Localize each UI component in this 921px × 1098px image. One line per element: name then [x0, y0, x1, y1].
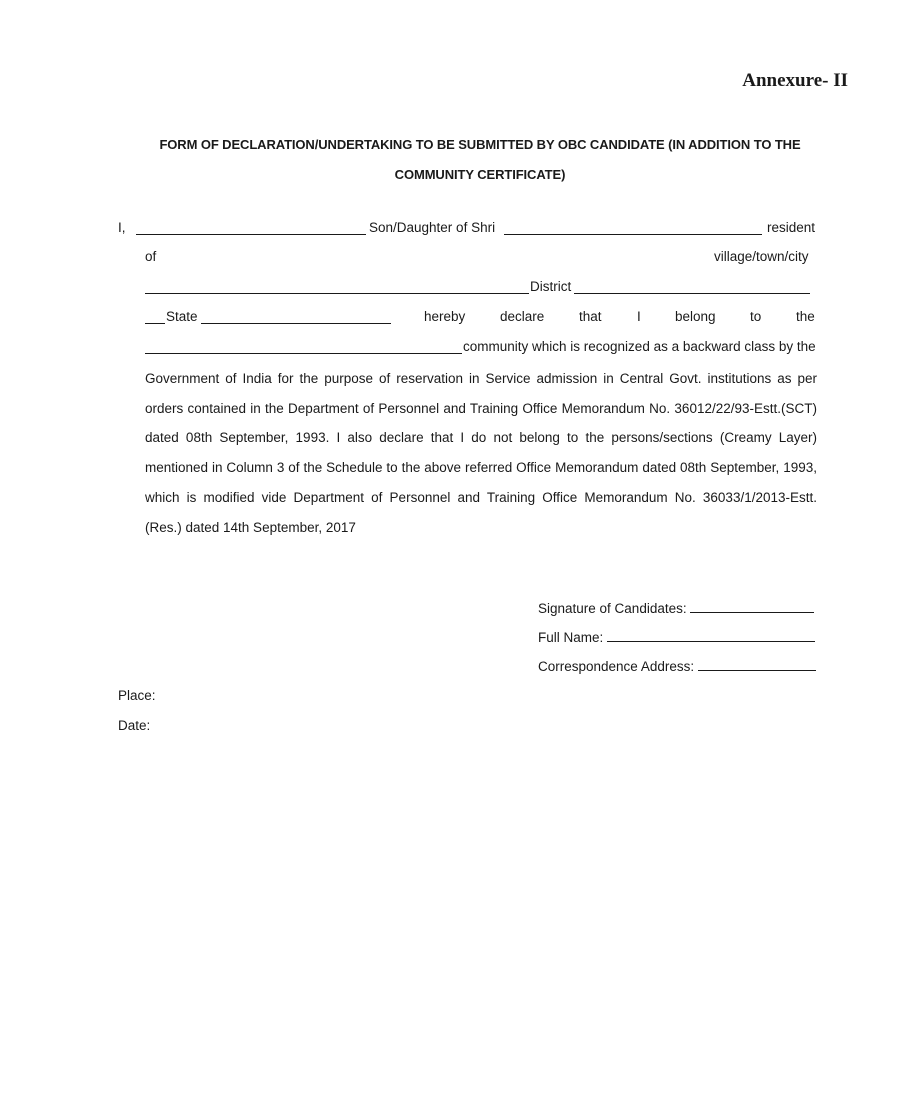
place-label: Place:: [118, 688, 156, 703]
to-word: to: [750, 309, 762, 324]
i-label: I,: [118, 220, 126, 235]
signature-label: Signature of Candidates:: [538, 601, 687, 616]
signature-block: [538, 600, 816, 687]
paragraph-text: Government of India for the purpose of reservation in Service admission in Central Govt. institutions as per orders contained in the Department of Personnel and Training Office Memorandum No. 36012/22/93-Estt.(SCT) dated 08th September, 1993. I also declare that I do not belong to the persons/sections (Creamy Layer) mentioned in Column 3 of the Schedule to the above referred Office Memorandum dated 08th September, 1993, which is modified vide Department of Personnel and Training Office Memorandum No. 36033/1/2013-Estt. (Res.) dated 14th September, 2017: [145, 371, 817, 535]
title-line-1: FORM OF DECLARATION/UNDERTAKING TO BE SUBMITTED BY OBC CANDIDATE (IN ADDITION TO THE: [159, 137, 801, 152]
hereby-word: hereby: [424, 309, 466, 324]
village-blank[interactable]: [145, 281, 529, 294]
state-blank[interactable]: [201, 311, 391, 324]
state-label: State: [166, 309, 198, 324]
declare-word: declare: [500, 309, 545, 324]
declaration-paragraph: [145, 364, 817, 542]
district-blank[interactable]: [574, 281, 810, 294]
of-label: of: [145, 249, 157, 264]
village-label: village/town/city: [714, 249, 809, 264]
that-word: that: [579, 309, 602, 324]
the-word: the: [796, 309, 815, 324]
belong-word: belong: [675, 309, 716, 324]
son-daughter-label: Son/Daughter of Shri: [369, 220, 496, 235]
full-name-label: Full Name:: [538, 630, 604, 645]
date-label: Date:: [118, 718, 151, 733]
address-label: Correspondence Address:: [538, 659, 695, 674]
title-line-2: COMMUNITY CERTIFICATE): [394, 167, 566, 182]
father-name-blank[interactable]: [504, 222, 762, 235]
signature-blank[interactable]: [690, 600, 814, 613]
annexure-label: Annexure- II: [742, 70, 848, 91]
form-title: [140, 130, 820, 190]
i-word: I: [637, 309, 641, 324]
full-name-blank[interactable]: [607, 629, 815, 642]
candidate-name-blank[interactable]: [136, 222, 366, 235]
district-label: District: [530, 279, 572, 294]
address-blank[interactable]: [698, 658, 816, 671]
resident-label: resident: [767, 220, 816, 235]
community-blank[interactable]: [145, 341, 462, 354]
community-text: community which is recognized as a backward class by the: [463, 339, 816, 354]
state-prefix-blank[interactable]: [145, 311, 165, 324]
